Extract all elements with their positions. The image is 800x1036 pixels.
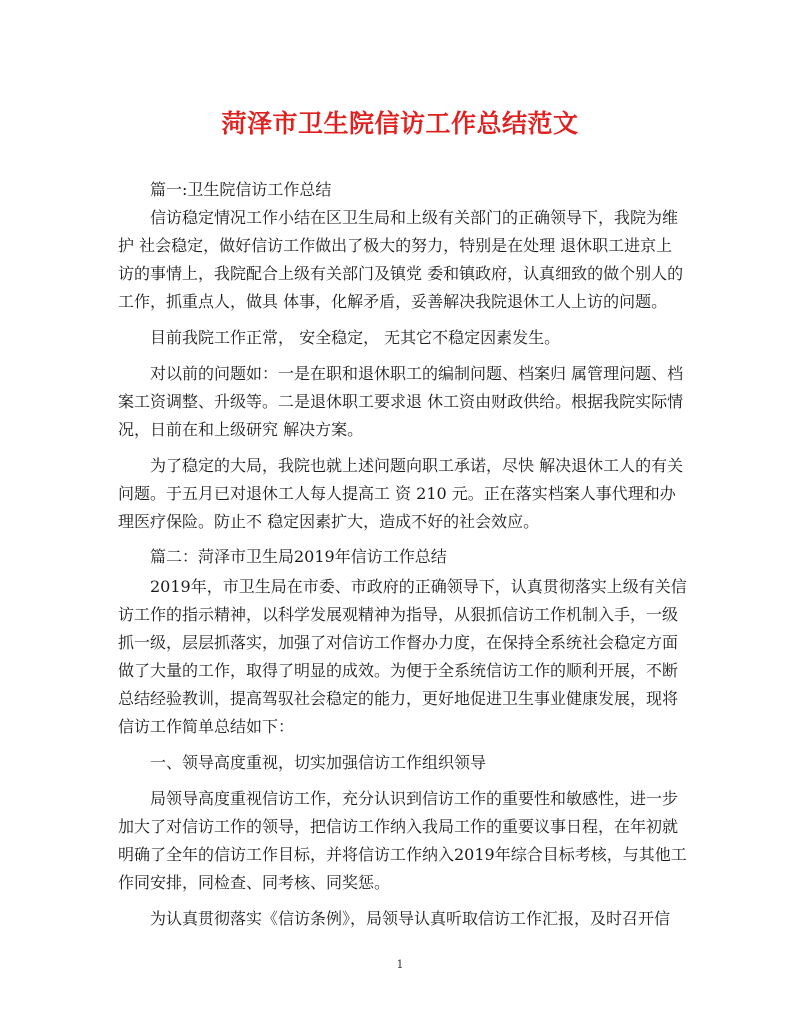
paragraph-line: 对以前的问题如：一是在职和退休职工的编制问题、档案归 属管理问题、档	[150, 364, 684, 383]
paragraph-line: 局领导高度重视信访工作，充分认识到信访工作的重要性和敏感性，进一步	[150, 789, 679, 808]
paragraph-line: 问题。于五月已对退休工人每人提高工 资 210 元。正在落实档案人事代理和办	[118, 484, 676, 503]
paragraph-line: 为认真贯彻落实《信访条例》，局领导认真听取信访工作汇报，及时召开信	[150, 909, 671, 928]
paragraph-line: 案工资调整、升级等。二是退休职工要求退 休工资由财政供给。根据我院实际情	[118, 392, 684, 411]
subheading: 一、领导高度重视，切实加强信访工作组织领导	[150, 753, 487, 772]
paragraph-line: 工作，抓重点人，做具 体事，化解矛盾，妥善解决我院退休工人上访的问题。	[118, 292, 668, 311]
paragraph-line: 信访工作简单总结如下：	[118, 717, 295, 736]
paragraph-line: 目前我院工作正常， 安全稳定， 无其它不稳定因素发生。	[150, 328, 561, 347]
paragraph-line: 抓一级，层层抓落实，加强了对信访工作督办力度，在保持全系统社会稳定方面	[118, 633, 679, 652]
paragraph-line: 明确了全年的信访工作目标，并将信访工作纳入2019年综合目标考核，与其他工	[118, 845, 687, 864]
paragraph-line: 为了稳定的大局，我院也就上述问题向职工承诺，尽快 解决退休工人的有关	[150, 456, 684, 475]
document-title: 菏泽市卫生院信访工作总结范文	[221, 109, 579, 138]
paragraph-line: 访的事情上，我院配合上级有关部门及镇党 委和镇政府，认真细致的做个别人的	[118, 264, 684, 283]
paragraph-line: 护 社会稳定，做好信访工作做出了极大的努力，特别是在处理 退休职工进京上	[118, 236, 673, 255]
section-heading-2: 篇二：菏泽市卫生局2019年信访工作总结	[150, 547, 447, 566]
paragraph-line: 总结经验教训，提高驾驭社会稳定的能力，更好地促进卫生事业健康发展，现将	[118, 689, 679, 708]
paragraph-line: 作同安排，同检查、同考核、同奖惩。	[118, 873, 391, 892]
paragraph-line: 2019年，市卫生局在市委、市政府的正确领导下，认真贯彻落实上级有关信	[150, 577, 687, 596]
paragraph-line: 加大了对信访工作的领导，把信访工作纳入我局工作的重要议事日程，在年初就	[118, 817, 679, 836]
section-heading-1: 篇一:卫生院信访工作总结	[150, 180, 332, 199]
paragraph-line: 信访稳定情况工作小结在区卫生局和上级有关部门的正确领导下，我院为维	[150, 208, 679, 227]
paragraph-line: 理医疗保险。防止不 稳定因素扩大，造成不好的社会效应。	[118, 512, 540, 531]
paragraph-line: 做了大量的工作，取得了明显的成效。为便于全系统信访工作的顺利开展，不断	[118, 661, 679, 680]
page-number: 1	[396, 958, 404, 971]
paragraph-line: 况，日前在和上级研究 解决方案。	[118, 420, 364, 439]
paragraph-line: 访工作的指示精神，以科学发展观精神为指导，从狠抓信访工作机制入手，一级	[118, 605, 679, 624]
